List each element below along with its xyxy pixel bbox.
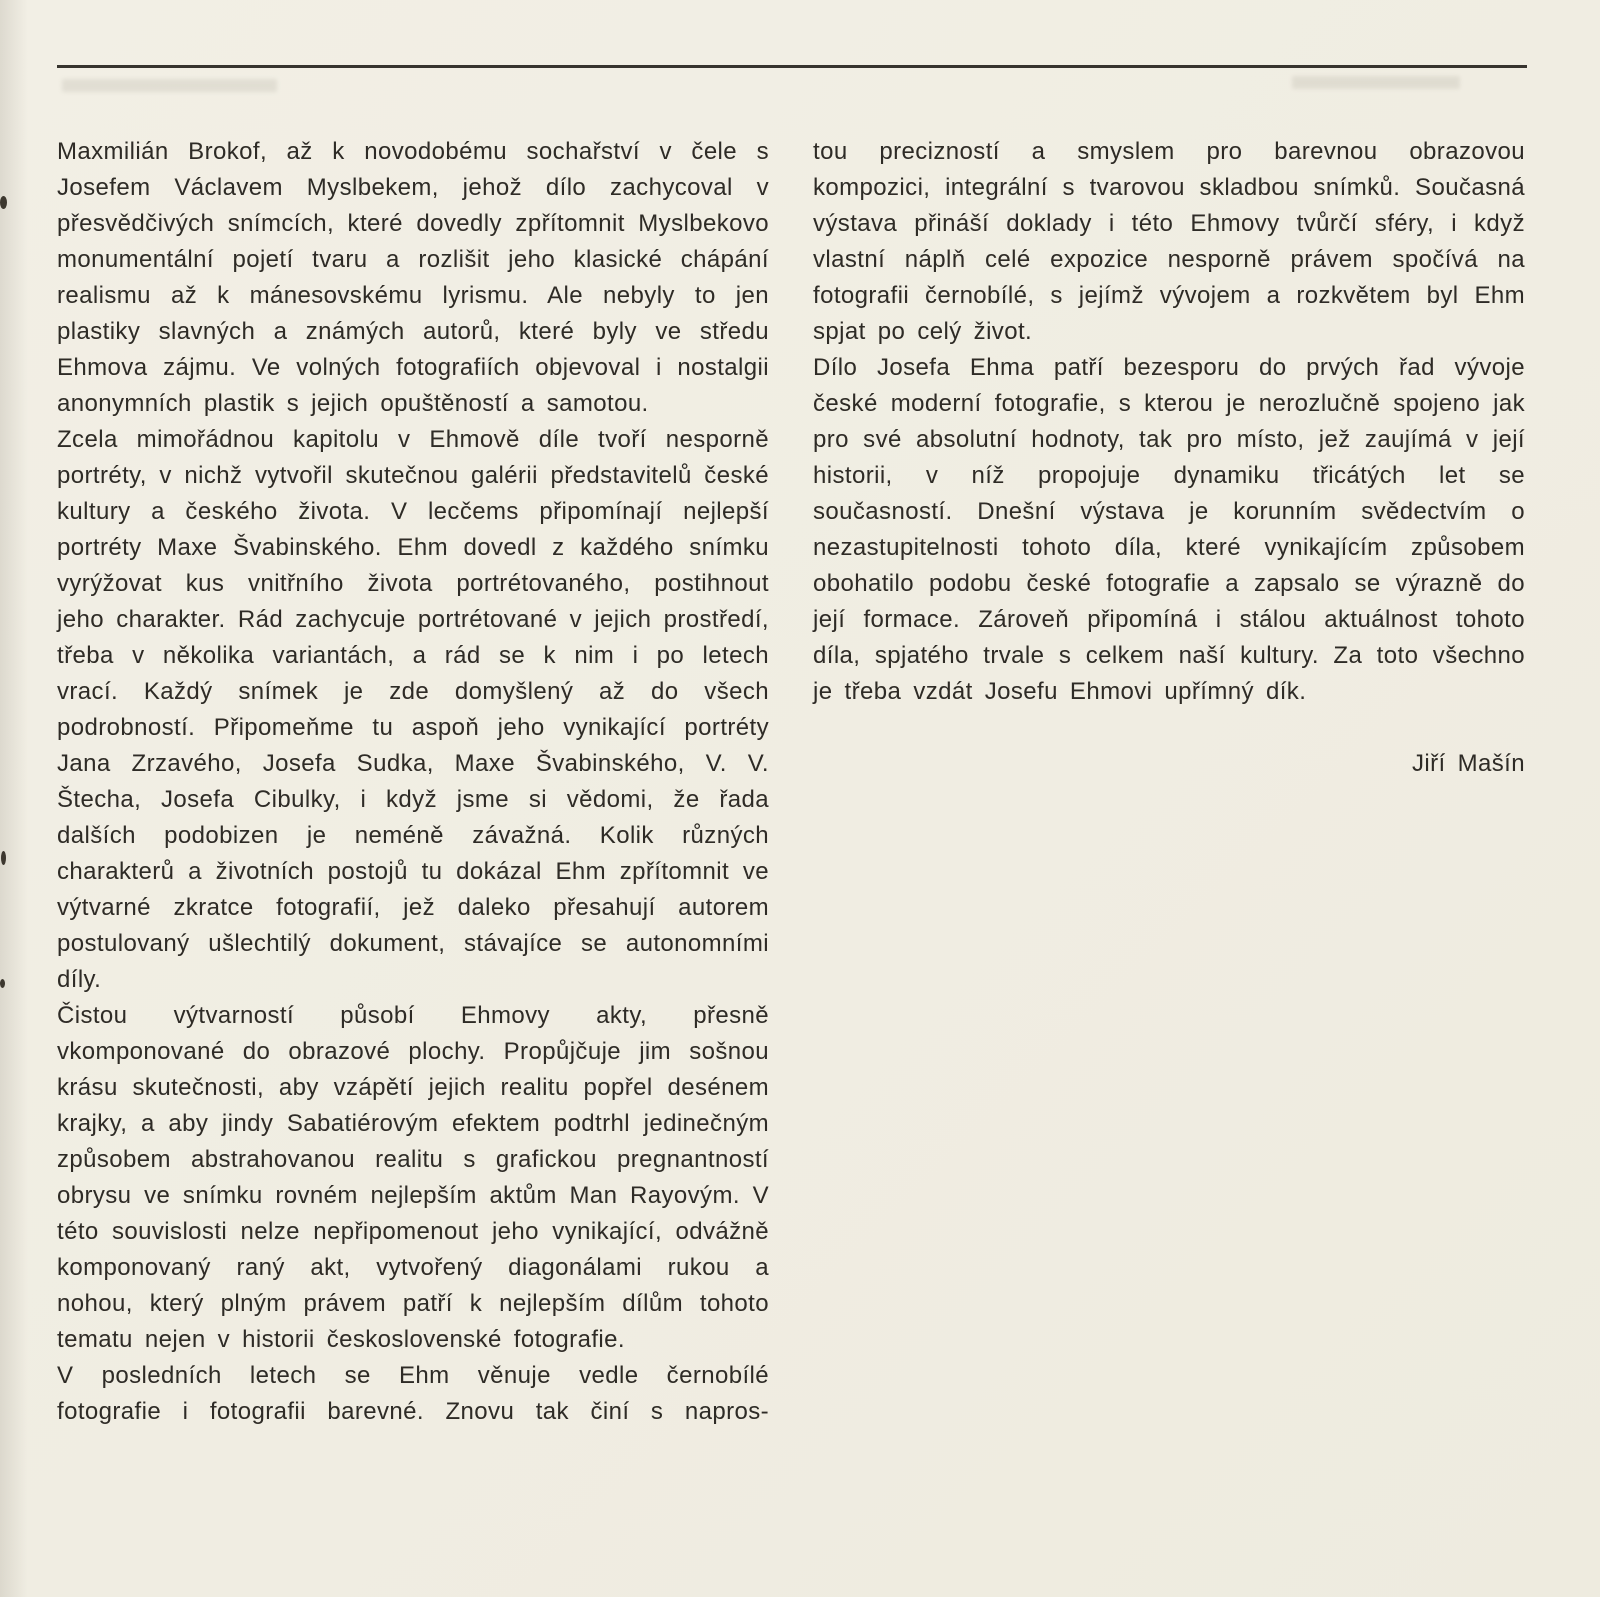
print-ghost-left: [62, 79, 277, 92]
scan-speck: [1, 851, 6, 865]
scanned-page-text-block: [57, 134, 1525, 1430]
paragraph: Čistou výtvarností působí Ehmovy akty, přesně vkomponované do obrazové plochy. Propůjčuje jim sošnou krásu skutečnosti, aby vzápětí jejich realitu popřel desénem krajky, a aby jindy Sabatiérovým efektem podtrhl jedinečným způsobem abstrahovanou realitu s grafickou pregnantností obrysu ve snímku rovném nejlepším aktům Man Rayovým. V této souvislosti nelze nepřipomenout jeho vynikající, odvážně komponovaný raný akt, vytvořený diagonálami rukou a nohou, který plným právem patří k nejlepším dílům tohoto tematu nejen v historii československé fotografie.: [57, 1002, 769, 1353]
paragraph: tou precizností a smyslem pro barevnou obrazovou kompozici, integrální s tvarovou skladbou snímků. Současná výstava přináší doklady i této Ehmovy tvůrčí sféry, i když vlastní náplň celé expozice nesporně právem spočívá na fotografii černobílé, s jejímž vývojem a rozkvětem byl Ehm spjat po celý život.: [813, 138, 1525, 345]
top-rule: [57, 65, 1527, 68]
paragraph: Zcela mimořádnou kapitolu v Ehmově díle tvoří nesporně portréty, v nichž vytvořil skutečnou galérii představitelů české kultury a českého života. V lecčems připomínají nejlepší portréty Maxe Švabinského. Ehm dovedl z každého snímku vyrýžovat kus vnitřního života portrétovaného, postihnout jeho charakter. Rád zachycuje portrétované v jejich prostředí, třeba v několika variantách, a rád se k nim i po letech vrací. Každý snímek je zde domyšlený až do všech podrobností. Připomeňme tu aspoň jeho vynikající portréty Jana Zrzavého, Josefa Sudka, Maxe Švabinského, V. V. Štecha, Josefa Cibulky, i když jsme si vědomi, že řada dalších podobizen je neméně závažná. Kolik různých charakterů a životních postojů tu dokázal Ehm zpřítomnit ve výtvarné zkratce fotografií, jež daleko přesahují autorem postulovaný ušlechtilý dokument, stávajíce se autonomními díly.: [57, 426, 769, 993]
paragraph: V posledních letech se Ehm věnuje vedle černobílé fotografie i fotografii barevné. Znovu tak činí s napros-: [57, 1362, 769, 1425]
right-column: [813, 134, 1525, 1430]
scan-speck: [0, 196, 7, 209]
paragraph: Dílo Josefa Ehma patří bezesporu do prvých řad vývoje české moderní fotografie, s kterou je nerozlučně spojeno jak pro své absolutní hodnoty, tak pro místo, jež zaujímá v její historii, v níž propojuje dynamiku třicátých let se současností. Dnešní výstava je korunním svědectvím o nezastupitelnosti tohoto díla, které vynikajícím způsobem obohatilo podobu české fotografie a zapsalo se výrazně do její formace. Zároveň připomíná i stálou aktuálnost tohoto díla, spjatého trvale s celkem naší kultury. Za toto všechno je třeba vzdát Josefu Ehmovi upřímný dík.: [813, 354, 1525, 705]
scan-speck: [0, 979, 5, 988]
paragraph: Maxmilián Brokof, až k novodobému sochařství v čele s Josefem Václavem Myslbekem, jehož dílo zachycoval v přesvědčivých snímcích, které dovedly zpřítomnit Myslbekovo monumentální pojetí tvaru a rozlišit jeho klasické chápání realismu až k mánesovskému lyrismu. Ale nebyly to jen plastiky slavných a známých autorů, které byly ve středu Ehmova zájmu. Ve volných fotografiích objevoval i nostalgii anonymních plastik s jejich opuštěností a samotou.: [57, 138, 769, 417]
scan-edge-shadow: [0, 0, 28, 1597]
left-column: [57, 134, 769, 1430]
author-signature: Jiří Mašín: [1411, 750, 1525, 777]
print-ghost-right: [1292, 76, 1460, 89]
